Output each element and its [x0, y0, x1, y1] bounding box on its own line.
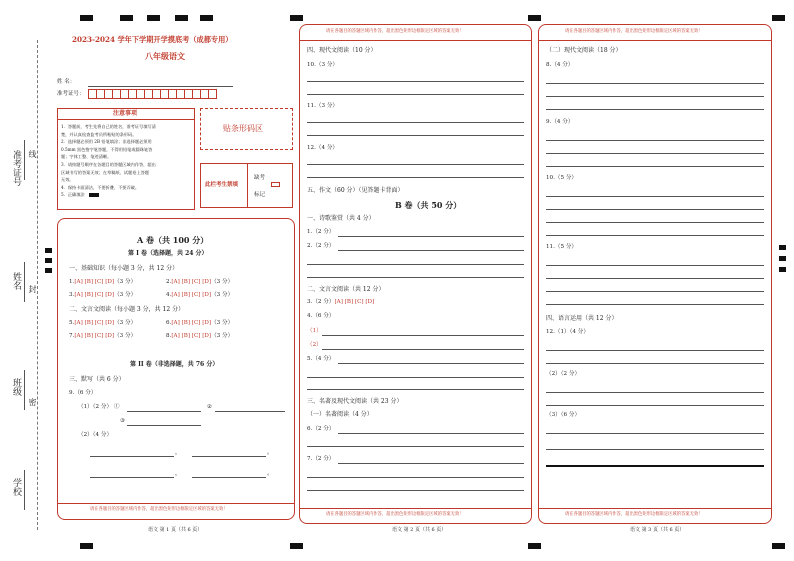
answer-line[interactable] — [215, 411, 285, 412]
registration-mark — [779, 256, 786, 261]
answer-panel-2 — [299, 24, 532, 524]
absent-label: 此栏考生禁填 — [205, 182, 239, 188]
name-label: 姓 名： — [57, 79, 76, 85]
page-footer: 语文 第 2 页（共 6 页） — [392, 527, 447, 533]
notice-line: 题；字体工整、笔迹清晰。 — [61, 154, 112, 160]
warning-text: 请在各题目的答题区域内作答，超出黑色矩形边框限定区域的答案无效！ — [326, 29, 464, 34]
b-question-3[interactable]: 3.（2 分）[A] [B] [C] [D] — [307, 299, 375, 305]
question-9-2: （2）（4 分） — [78, 432, 113, 438]
section-b-classical: 二、文言文阅读（共 12 分） — [307, 286, 385, 293]
page-footer: 语文 第 1 页（共 6 页） — [148, 527, 203, 533]
comma: ， — [175, 470, 182, 477]
notice-line: 3．请按题号顺序在各题目的答题区域内作答，超出 — [61, 161, 156, 167]
warning-divider — [538, 40, 772, 41]
answer-line[interactable] — [546, 392, 764, 393]
b-question-6: 6.（2 分） — [307, 426, 335, 432]
side-id-label: 准考证号 — [11, 150, 21, 186]
warning-divider — [299, 508, 532, 509]
answer-line[interactable] — [90, 477, 174, 478]
b-question-4-2: （2） — [307, 342, 322, 348]
section-essay: 五、作文（60 分）（见答题卡背面） — [307, 187, 404, 194]
page-footer: 语文 第 3 页（共 6 页） — [630, 527, 685, 533]
name-field[interactable] — [88, 86, 233, 87]
answer-line[interactable] — [307, 122, 524, 123]
notice-line: 1．答题前，考生先将自己的姓名，准考证号填写清 — [61, 124, 156, 129]
warning-divider — [299, 40, 532, 41]
choice-row[interactable]: 5.[A] [B] [C] [D]（3 分） — [69, 320, 137, 326]
period: 。 — [267, 470, 274, 477]
notice-line: 楚，并认真检查监考员所粘贴的条形码。 — [61, 131, 137, 137]
answer-line[interactable] — [546, 83, 764, 84]
notice-title: 注意事项 — [113, 110, 138, 117]
side-line-label: 线 — [28, 150, 37, 158]
answer-line[interactable] — [322, 349, 524, 350]
notice-line: 5．正确填涂 — [61, 191, 195, 199]
absent-box — [200, 163, 293, 208]
answer-line[interactable] — [307, 81, 524, 82]
answer-line[interactable] — [307, 446, 524, 447]
exam-title: 2023-2024 学年下学期开学摸底考（成都专用） — [72, 35, 233, 44]
warning-text: 请在各题目的答题区域内作答，超出黑色矩形边框限定区域的答案无效！ — [565, 29, 703, 34]
answer-line[interactable] — [546, 449, 764, 450]
section-classics-reading: （一）名著阅读（4 分） — [307, 411, 373, 418]
choice-row[interactable]: 6.[A] [B] [C] [D]（3 分） — [166, 320, 234, 326]
registration-mark — [45, 268, 52, 273]
period: 。 — [267, 449, 274, 456]
choice-row[interactable]: 3.[A] [B] [C] [D]（3 分） — [69, 292, 137, 298]
answer-line[interactable] — [546, 405, 764, 406]
c-question-12-1: 12.（1）（4 分） — [546, 329, 589, 335]
answer-line[interactable] — [338, 463, 524, 464]
answer-line[interactable] — [546, 304, 764, 305]
answer-line[interactable] — [307, 94, 524, 95]
registration-mark — [120, 15, 133, 21]
answer-line[interactable] — [127, 425, 201, 426]
barcode-area — [200, 108, 293, 150]
answer-line[interactable] — [307, 377, 524, 378]
absent-divider — [247, 164, 248, 207]
answer-line[interactable] — [192, 456, 266, 457]
registration-mark — [779, 267, 786, 272]
registration-mark — [45, 248, 52, 253]
registration-mark — [772, 543, 785, 549]
section-basic-knowledge: 一、基础知识（每小题 3 分，共 12 分） — [69, 265, 179, 272]
choice-row[interactable]: 4.[A] [B] [C] [D]（3 分） — [166, 292, 234, 298]
section-language-use: 四、语言运用（共 12 分） — [546, 315, 618, 322]
registration-mark — [290, 543, 303, 549]
question-9-1b: ② — [207, 404, 213, 410]
warning-text: 请在各题目的答题区域内作答，超出黑色矩形边框限定区域的答案无效！ — [565, 512, 703, 517]
c-question-11: 11.（5 分） — [546, 244, 578, 250]
binding-dashed-line — [37, 40, 38, 530]
question-9: 9.（6 分） — [69, 390, 97, 396]
answer-line[interactable] — [546, 363, 764, 364]
c-question-12-3: （3）（6 分） — [546, 412, 581, 418]
question-9-1c: ③ — [120, 418, 126, 424]
side-school-label: 学校 — [11, 478, 21, 496]
answer-line[interactable] — [307, 264, 524, 265]
answer-line[interactable] — [546, 350, 764, 351]
answer-line[interactable] — [322, 335, 524, 336]
id-label: 准考证号： — [57, 91, 85, 97]
answer-line[interactable] — [546, 265, 764, 266]
section-classical-chinese: 二、文言文阅读（每小题 3 分，共 12 分） — [69, 306, 185, 313]
answer-line[interactable] — [90, 456, 174, 457]
b-question-5: 5.（4 分） — [307, 356, 335, 362]
absent-checkbox[interactable] — [271, 182, 280, 187]
comma: ， — [175, 449, 182, 456]
absent-side-bottom: 标记 — [254, 192, 266, 198]
warning-divider — [57, 503, 295, 504]
question-10: 10.（3 分） — [307, 62, 339, 68]
registration-mark — [147, 15, 160, 21]
exam-subtitle: 八年级语文 — [145, 51, 185, 61]
answer-line[interactable] — [546, 222, 764, 223]
part2-title: 第 II 卷（非选择题，共 76 分） — [130, 361, 219, 368]
side-fill-line — [24, 370, 25, 410]
answer-line[interactable] — [546, 166, 764, 167]
a-title: A 卷（共 100 分） — [137, 235, 209, 245]
answer-line[interactable] — [307, 477, 524, 478]
question-9-1: （1）（2 分） ① — [78, 404, 120, 410]
choice-row[interactable]: 2.[A] [B] [C] [D]（3 分） — [166, 279, 234, 285]
answer-line[interactable] — [546, 278, 764, 279]
warning-text: 请在各题目的答题区域内作答，超出黑色矩形边框限定区域的答案无效！ — [90, 507, 228, 512]
answer-line[interactable] — [338, 433, 524, 434]
question-11: 11.（3 分） — [307, 103, 339, 109]
notice-line: 2．选择题必须用 2B 铅笔填涂；非选择题必须用 — [61, 139, 152, 145]
registration-mark — [779, 245, 786, 250]
registration-mark — [528, 543, 541, 549]
b-question-2: 2.（2 分） — [307, 243, 335, 249]
filled-sample-mark — [89, 193, 99, 197]
choice-row[interactable]: 8.[A] [B] [C] [D]（3 分） — [166, 333, 234, 339]
end-rule — [546, 465, 764, 467]
b-question-7: 7.（2 分） — [307, 456, 335, 462]
warning-divider — [538, 508, 772, 509]
notice-box — [57, 108, 195, 210]
answer-line[interactable] — [338, 363, 524, 364]
side-fill-line — [24, 470, 25, 510]
notice-line: 无效。 — [61, 177, 74, 183]
answer-line[interactable] — [307, 177, 524, 178]
answer-line[interactable] — [307, 164, 524, 165]
section-modern-reading: 四、现代文阅读（10 分） — [307, 47, 377, 54]
side-fill-line — [24, 262, 25, 302]
c-question-8: 8.（4 分） — [546, 62, 574, 68]
side-class-label: 班级 — [11, 378, 21, 396]
c-question-12-2: （2）（2 分） — [546, 371, 581, 377]
answer-line[interactable] — [307, 490, 524, 491]
side-seal-label: 封 — [28, 285, 37, 293]
answer-line[interactable] — [546, 96, 764, 97]
registration-mark — [175, 15, 188, 21]
answer-line[interactable] — [338, 250, 524, 251]
side-name-label: 姓名 — [11, 272, 21, 290]
registration-mark — [200, 15, 213, 21]
answer-line[interactable] — [307, 277, 524, 278]
choice-row[interactable]: 1.[A] [B] [C] [D]（3 分） — [69, 279, 137, 285]
answer-line[interactable] — [546, 153, 764, 154]
side-fill-line — [24, 140, 25, 180]
c-question-10: 10.（5 分） — [546, 175, 578, 181]
answer-line[interactable] — [307, 135, 524, 136]
section-classics: 三、名著及现代文阅读（共 23 分） — [307, 398, 403, 405]
answer-line[interactable] — [546, 209, 764, 210]
answer-line[interactable] — [546, 140, 764, 141]
b-question-4: 4.（6 分） — [307, 313, 335, 319]
question-12: 12.（4 分） — [307, 145, 339, 151]
registration-mark — [80, 15, 93, 21]
registration-mark — [80, 543, 93, 549]
b-question-4-1: （1） — [307, 328, 322, 334]
notice-line: 4．保持卡面清洁，不要折叠、不要弄破。 — [61, 184, 140, 190]
barcode-label: 贴条形码区 — [223, 124, 263, 133]
notice-title-divider — [58, 119, 194, 120]
section-modern-reading-2: （二）现代文阅读（18 分） — [546, 47, 622, 54]
answer-line[interactable] — [192, 477, 266, 478]
registration-mark — [772, 15, 785, 21]
notice-line: 区域书写的答案无效；在草稿纸、试题卷上答题 — [61, 169, 149, 175]
absent-side-top: 缺考 — [254, 175, 266, 181]
answer-line[interactable] — [307, 389, 524, 390]
warning-text: 请在各题目的答题区域内作答，超出黑色矩形边框限定区域的答案无效！ — [326, 512, 464, 517]
answer-line[interactable] — [546, 196, 764, 197]
b-question-1: 1.（2 分） — [307, 229, 335, 235]
registration-mark — [290, 15, 303, 21]
section-poetry: 一、诗歌鉴赏（共 4 分） — [307, 215, 375, 222]
answer-line[interactable] — [546, 433, 764, 434]
answer-line[interactable] — [546, 109, 764, 110]
section-dictation: 三、默写（共 6 分） — [69, 376, 125, 383]
answer-line[interactable] — [338, 236, 524, 237]
answer-line[interactable] — [127, 411, 201, 412]
notice-text — [61, 123, 195, 199]
registration-mark — [45, 258, 52, 263]
notice-line: 0.5mm 黑色签字笔答题，不得用铅笔或圆珠笔答 — [61, 146, 153, 152]
side-secret-label: 密 — [28, 398, 37, 406]
c-question-9: 9.（4 分） — [546, 119, 574, 125]
answer-line[interactable] — [546, 235, 764, 236]
b-title: B 卷（共 50 分） — [395, 200, 462, 210]
answer-line[interactable] — [546, 291, 764, 292]
registration-mark — [528, 15, 541, 21]
id-number-boxes[interactable] — [88, 89, 216, 99]
part1-title: 第 I 卷（选择题，共 24 分） — [128, 250, 208, 257]
choice-row[interactable]: 7.[A] [B] [C] [D]（3 分） — [69, 333, 137, 339]
